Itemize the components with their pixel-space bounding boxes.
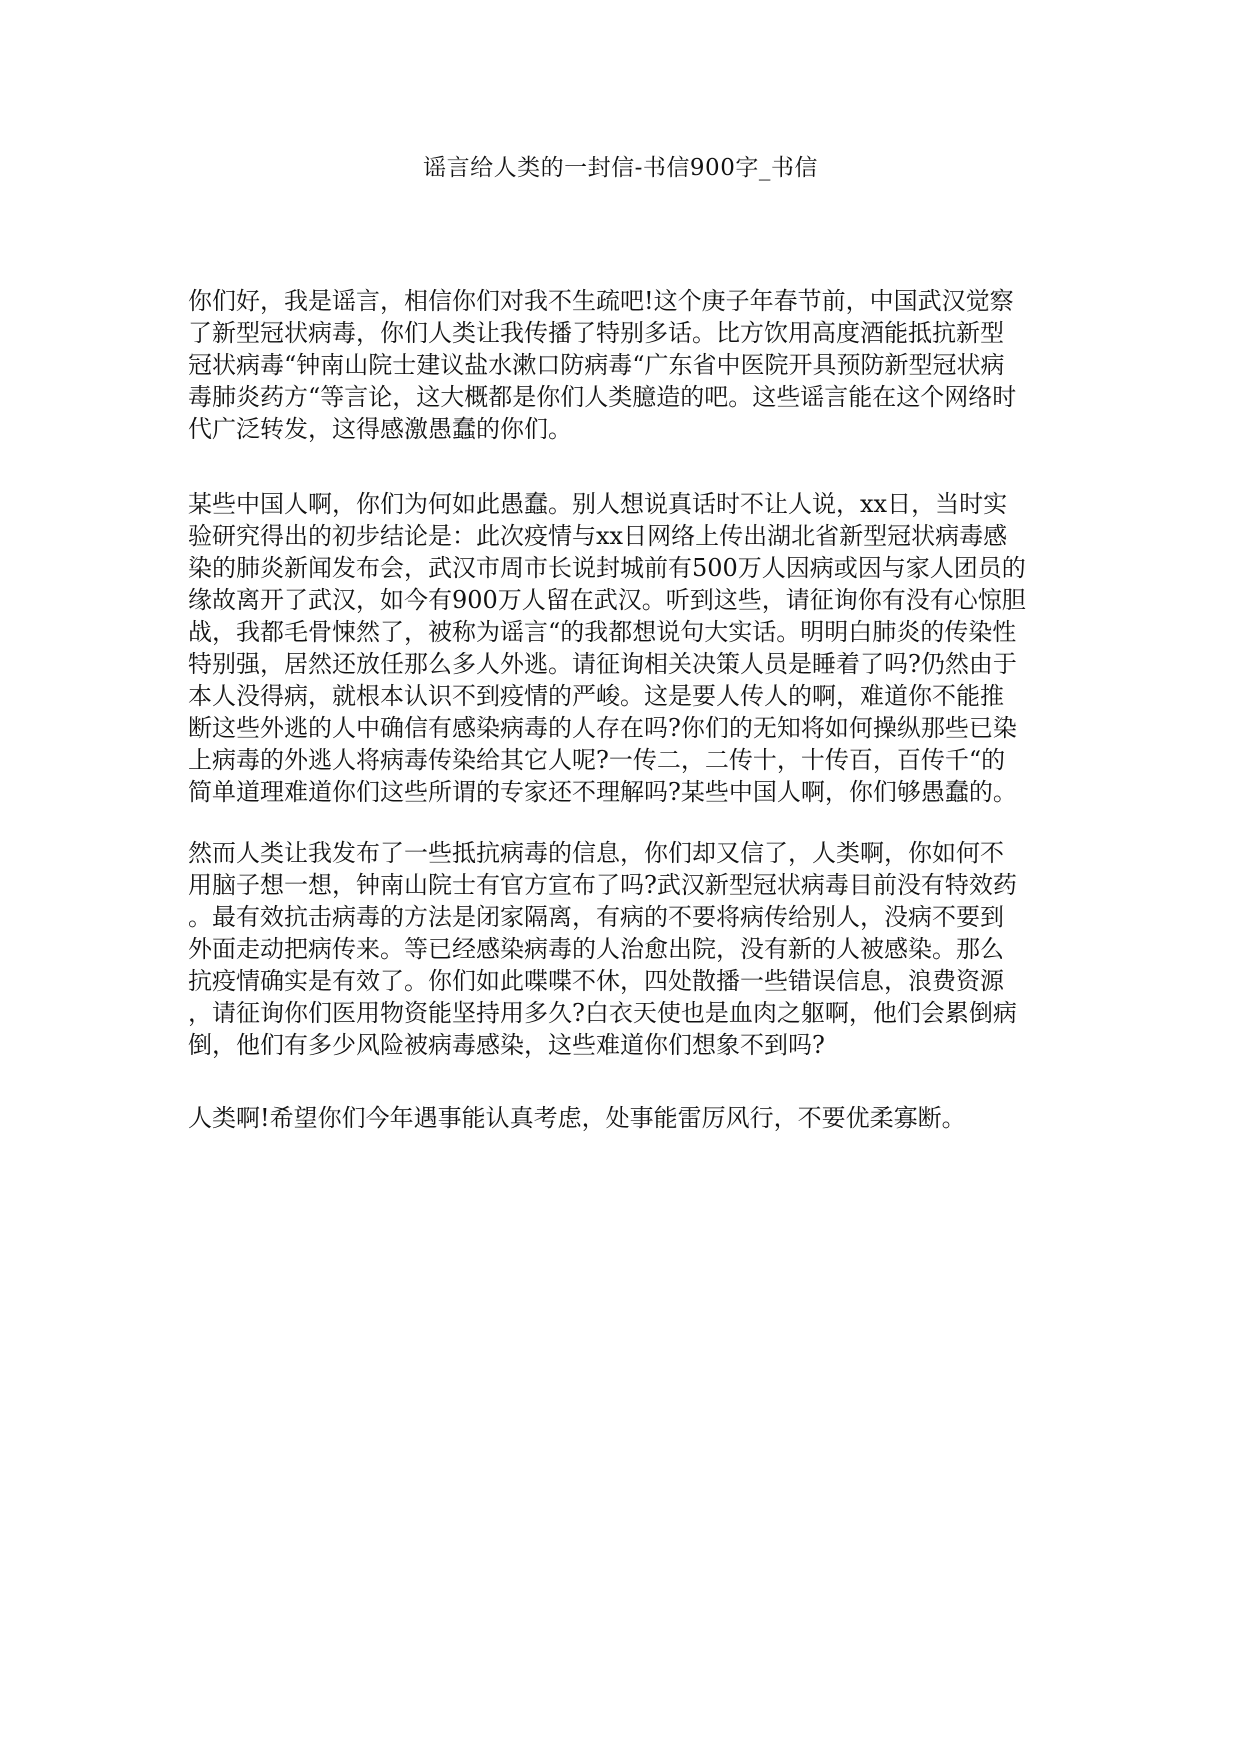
document-title: 谣言给人类的一封信-书信900字_书信 — [423, 155, 818, 181]
paragraph — [188, 285, 1068, 445]
paragraph-line: 验研究得出的初步结论是：此次疫情与xx日网络上传出湖北省新型冠状病毒感 — [188, 522, 1008, 550]
paragraph-line: 战，我都毛骨悚然了，被称为谣言“的我都想说句大实话。明明白肺炎的传染性 — [188, 618, 1017, 646]
paragraph-line: 毒肺炎药方“等言论，这大概都是你们人类臆造的吧。这些谣言能在这个网络时 — [188, 383, 1017, 411]
paragraph-line: 缘故离开了武汉，如今有900万人留在武汉。听到这些，请征询你有没有心惊胆 — [188, 586, 1026, 614]
paragraph — [188, 1102, 1068, 1134]
paragraph-line: 冠状病毒“钟南山院士建议盐水漱口防病毒“广东省中医院开具预防新型冠状病 — [188, 351, 1005, 379]
paragraph-line: 外面走动把病传来。等已经感染病毒的人治愈出院，没有新的人被感染。那么 — [188, 935, 1004, 963]
paragraph-line: 然而人类让我发布了一些抵抗病毒的信息，你们却又信了，人类啊，你如何不 — [188, 839, 1004, 867]
paragraph-line: 人类啊!希望你们今年遇事能认真考虑，处事能雷厉风行，不要优柔寡断。 — [188, 1104, 966, 1132]
paragraph-line: 。最有效抗击病毒的方法是闭家隔离，有病的不要将病传给别人，没病不要到 — [188, 903, 1004, 931]
paragraph-line: 代广泛转发，这得感激愚蠢的你们。 — [188, 415, 572, 443]
paragraph-line: 染的肺炎新闻发布会，武汉市周市长说封城前有500万人因病或因与家人团员的 — [188, 554, 1026, 582]
paragraph-line: 特别强，居然还放任那么多人外逃。请征询相关决策人员是睡着了吗?仍然由于 — [188, 650, 1017, 678]
paragraph-line: ，请征询你们医用物资能坚持用多久?白衣天使也是血肉之躯啊，他们会累倒病 — [188, 999, 1017, 1027]
paragraph-line: 抗疫情确实是有效了。你们如此喋喋不休，四处散播一些错误信息，浪费资源 — [188, 967, 1004, 995]
paragraph-line: 你们好，我是谣言，相信你们对我不生疏吧!这个庚子年春节前，中国武汉觉察 — [188, 287, 1014, 315]
paragraph-line: 某些中国人啊，你们为何如此愚蠢。别人想说真话时不让人说，xx日，当时实 — [188, 490, 1008, 518]
paragraph-line: 断这些外逃的人中确信有感染病毒的人存在吗?你们的无知将如何操纵那些已染 — [188, 714, 1017, 742]
paragraph-line: 用脑子想一想，钟南山院士有官方宣布了吗?武汉新型冠状病毒目前没有特效药 — [188, 871, 1017, 899]
paragraph-line: 本人没得病，就根本认识不到疫情的严峻。这是要人传人的啊，难道你不能推 — [188, 682, 1004, 710]
paragraph-line: 简单道理难道你们这些所谓的专家还不理解吗?某些中国人啊，你们够愚蠢的。 — [188, 778, 1017, 806]
paragraph-line: 上病毒的外逃人将病毒传染给其它人呢?一传二，二传十，十传百，百传千“的 — [188, 746, 1006, 774]
paragraph-line: 了新型冠状病毒，你们人类让我传播了特别多话。比方饮用高度酒能抵抗新型 — [188, 319, 1004, 347]
paragraph-line: 倒，他们有多少风险被病毒感染，这些难道你们想象不到吗? — [188, 1031, 825, 1059]
paragraph — [188, 837, 1068, 1061]
paragraph — [188, 488, 1068, 808]
